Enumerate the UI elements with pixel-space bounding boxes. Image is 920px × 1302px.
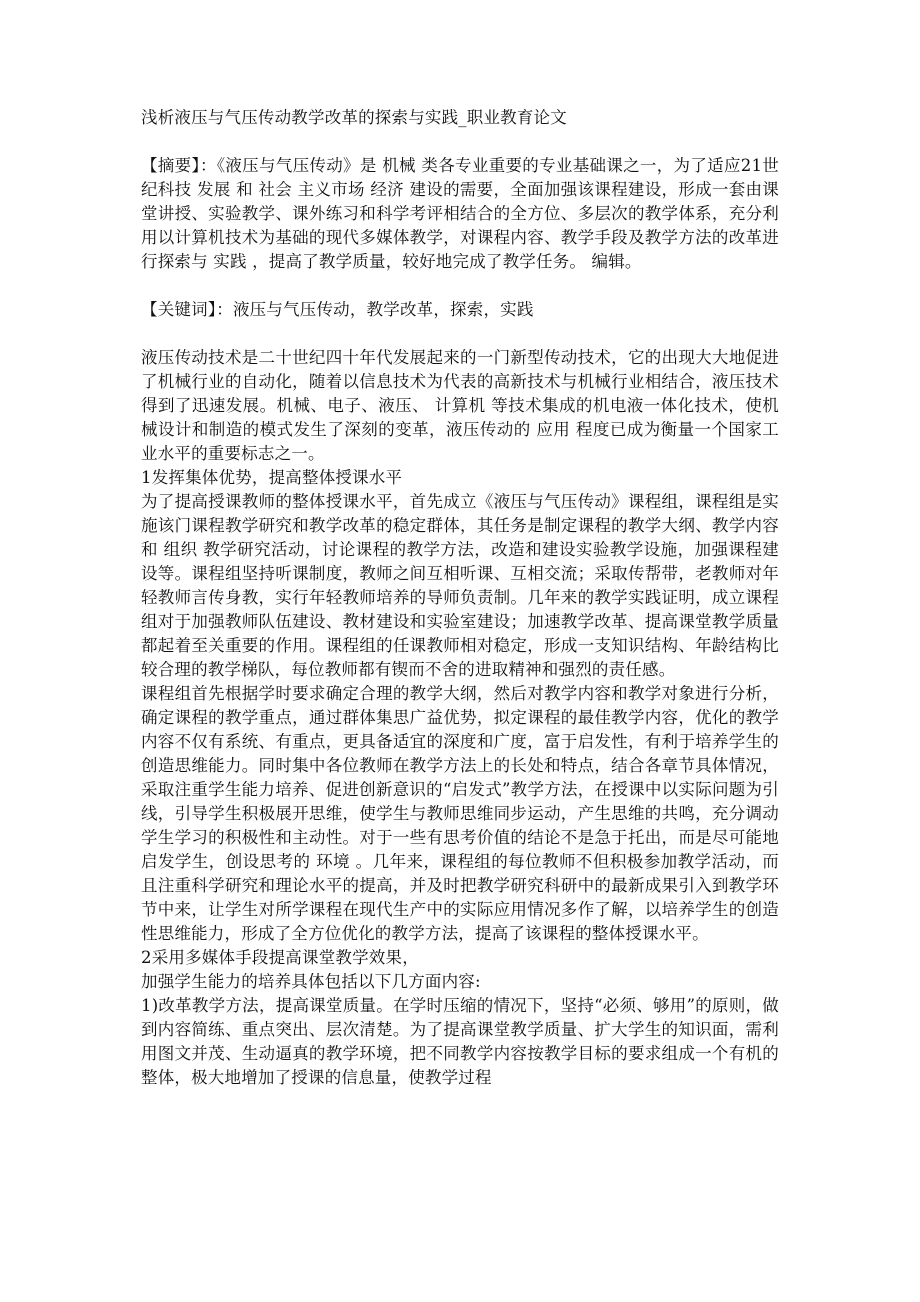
section-2-item-1: 1)改革教学方法，提高课堂质量。在学时压缩的情况下，坚持“必须、够用”的原则，做到内容简练、重点突出、层次清楚。为了提高课堂教学质量、扩大学生的知识面，需利用图文并茂、生动逼真的教学环境，把不同教学内容按教学目标的要求组成一个有机的整体，极大地增加了授课的信息量，使教学过程	[141, 996, 779, 1087]
abstract-label: 【摘要】：	[141, 156, 217, 175]
keywords-paragraph	[141, 298, 779, 322]
section-2-subheading: 加强学生能力的培养具体包括以下几方面内容:	[141, 972, 481, 991]
abstract-text: 《液压与气压传动》是 机械 类各专业重要的专业基础课之一，为了适应21世纪科技 发展 和 社会 主义市场 经济 建设的需要，全面加强该课程建设，形成一套由课堂讲授、实验教学、课外练习和科学考评相结合的全方位、多层次的教学体系，充分利用以计算机技术为基础的现代多媒体教学，对课程内容、教学手段及教学方法的改革进行探索与 实践 ，提高了教学质量，较好地完成了教学任务。 编辑。	[141, 156, 780, 271]
section-1-heading: 1发挥集体优势，提高整体授课水平	[141, 468, 403, 487]
section-2-heading: 2采用多媒体手段提高课堂教学效果，	[141, 948, 419, 967]
intro-paragraph: 液压传动技术是二十世纪四十年代发展起来的一门新型传动技术，它的出现大大地促进了机械行业的自动化，随着以信息技术为代表的高新技术与机械行业相结合，液压技术得到了迅速发展。机械、电子、液压、 计算机 等技术集成的机电液一体化技术，使机械设计和制造的模式发生了深刻的变革，液压传动的 应用 程度已成为衡量一个国家工业水平的重要标志之一。	[141, 348, 779, 463]
section-1-paragraph-2: 课程组首先根据学时要求确定合理的教学大纲，然后对教学内容和教学对象进行分析，确定课程的教学重点，通过群体集思广益优势，拟定课程的最佳教学内容，优化的教学内容不仅有系统、有重点，更具备适宜的深度和广度，富于启发性，有利于培养学生的创造思维能力。同时集中各位教师在教学方法上的长处和特点，结合各章节具体情况，采取注重学生能力培养、促进创新意识的“启发式”教学方法，在授课中以实际问题为引线，引导学生积极展开思维，使学生与教师思维同步运动，产生思维的共鸣，充分调动学生学习的积极性和主动性。对于一些有思考价值的结论不是急于托出，而是尽可能地启发学生，创设思考的 环境 。几年来，课程组的每位教师不但积极参加教学活动，而且注重科学研究和理论水平的提高，并及时把教学研究科研中的最新成果引入到教学环节中来，让学生对所学课程在现代生产中的实际应用情况多作了解，以培养学生的创造性思维能力，形成了全方位优化的教学方法，提高了该课程的整体授课水平。	[141, 684, 779, 943]
document-page	[141, 106, 779, 1090]
keywords-text: 液压与气压传动，教学改革，探索，实践	[232, 300, 534, 319]
section-1-paragraph-1: 为了提高授课教师的整体授课水平，首先成立《液压与气压传动》课程组，课程组是实施该门课程教学研究和教学改革的稳定群体，其任务是制定课程的教学大纲、教学内容和 组织 教学研究活动，讨论课程的教学方法，改造和建设实验教学设施，加强课程建设等。课程组坚持听课制度，教师之间互相听课、互相交流；采取传帮带，老教师对年轻教师言传身教，实行年轻教师培养的导师负责制。几年来的教学实践证明，成立课程组对于加强教师队伍建设、教材建设和实验室建设；加速教学改革、提高课堂教学质量都起着至关重要的作用。课程组的任课教师相对稳定，形成一支知识结构、年龄结构比较合理的教学梯队，每位教师都有锲而不舍的进取精神和强烈的责任感。	[141, 492, 779, 679]
abstract-paragraph	[141, 154, 779, 274]
document-title: 浅析液压与气压传动教学改革的探索与实践_职业教育论文	[141, 108, 567, 127]
keywords-label: 【关键词】：	[141, 300, 233, 319]
